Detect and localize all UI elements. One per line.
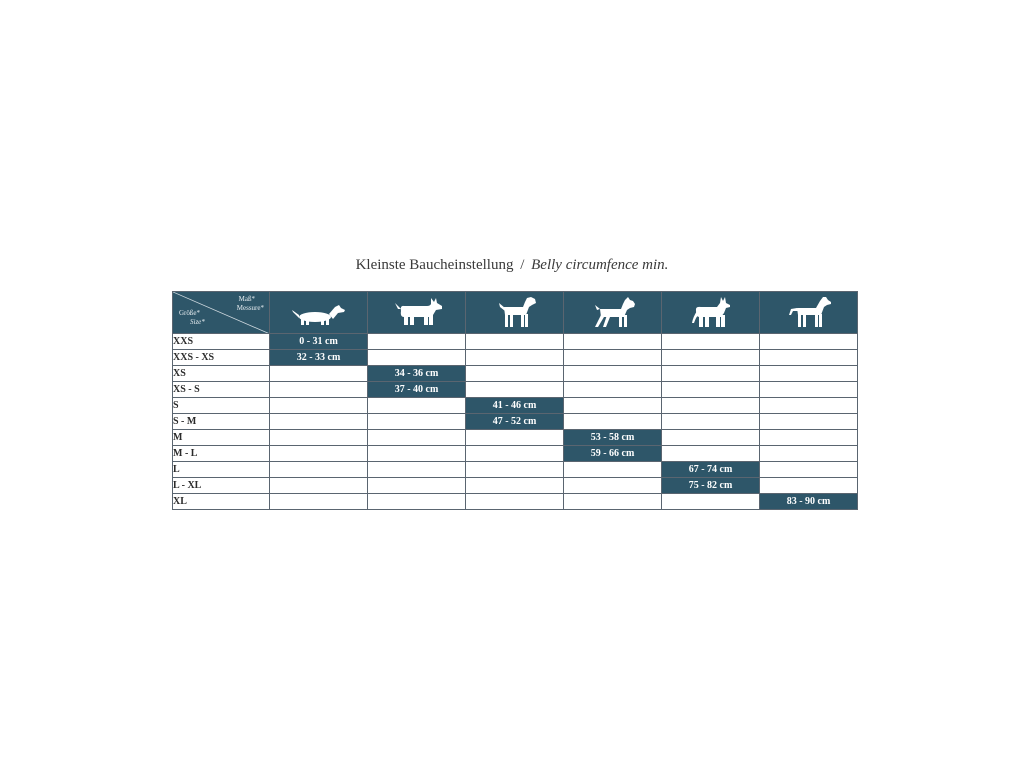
- measurement-cell: 59 - 66 cm: [564, 446, 662, 462]
- empty-cell: [662, 398, 760, 414]
- empty-cell: [270, 446, 368, 462]
- measure-label-en: Messure*: [236, 304, 264, 312]
- table-row: [173, 382, 858, 398]
- empty-cell: [564, 478, 662, 494]
- measurement-cell: 34 - 36 cm: [368, 366, 466, 382]
- table-row: [173, 462, 858, 478]
- empty-cell: [368, 334, 466, 350]
- empty-cell: [270, 462, 368, 478]
- empty-cell: [564, 398, 662, 414]
- header-row: [173, 292, 858, 334]
- table-row: [173, 398, 858, 414]
- empty-cell: [662, 350, 760, 366]
- empty-cell: [760, 382, 858, 398]
- empty-cell: [466, 366, 564, 382]
- size-label: M: [173, 430, 270, 446]
- empty-cell: [466, 446, 564, 462]
- dog-header-5: [760, 292, 858, 334]
- table-row: [173, 494, 858, 510]
- empty-cell: [466, 350, 564, 366]
- empty-cell: [760, 478, 858, 494]
- size-label: XXS - XS: [173, 350, 270, 366]
- empty-cell: [368, 414, 466, 430]
- empty-cell: [368, 494, 466, 510]
- size-label: S - M: [173, 414, 270, 430]
- empty-cell: [564, 494, 662, 510]
- size-label: XL: [173, 494, 270, 510]
- empty-cell: [564, 462, 662, 478]
- measurement-cell: 37 - 40 cm: [368, 382, 466, 398]
- empty-cell: [466, 430, 564, 446]
- empty-cell: [662, 334, 760, 350]
- empty-cell: [368, 446, 466, 462]
- empty-cell: [368, 398, 466, 414]
- dog-header-3: [564, 292, 662, 334]
- empty-cell: [466, 382, 564, 398]
- size-label: M - L: [173, 446, 270, 462]
- size-label-en: Size*: [190, 318, 205, 326]
- dog-header-2: [466, 292, 564, 334]
- size-label: XS - S: [173, 382, 270, 398]
- measurement-cell: 47 - 52 cm: [466, 414, 564, 430]
- empty-cell: [760, 414, 858, 430]
- corner-header: [173, 292, 270, 334]
- empty-cell: [466, 462, 564, 478]
- empty-cell: [368, 350, 466, 366]
- table-row: [173, 430, 858, 446]
- empty-cell: [466, 334, 564, 350]
- table-row: [173, 334, 858, 350]
- empty-cell: [564, 366, 662, 382]
- measurement-cell: 67 - 74 cm: [662, 462, 760, 478]
- table-row: [173, 414, 858, 430]
- measurement-cell: 75 - 82 cm: [662, 478, 760, 494]
- empty-cell: [760, 334, 858, 350]
- table-row: [173, 446, 858, 462]
- dog-header-4: [662, 292, 760, 334]
- empty-cell: [760, 462, 858, 478]
- empty-cell: [270, 478, 368, 494]
- empty-cell: [270, 382, 368, 398]
- empty-cell: [760, 430, 858, 446]
- empty-cell: [368, 462, 466, 478]
- measurement-cell: 83 - 90 cm: [760, 494, 858, 510]
- great-dane-icon: [779, 295, 839, 331]
- table-row: [173, 478, 858, 494]
- empty-cell: [270, 430, 368, 446]
- table-row: [173, 366, 858, 382]
- empty-cell: [662, 494, 760, 510]
- empty-cell: [760, 446, 858, 462]
- size-label-de: Größe*: [179, 309, 200, 317]
- empty-cell: [760, 398, 858, 414]
- size-label: S: [173, 398, 270, 414]
- empty-cell: [368, 430, 466, 446]
- table-row: [173, 350, 858, 366]
- empty-cell: [564, 334, 662, 350]
- empty-cell: [564, 414, 662, 430]
- size-label: XS: [173, 366, 270, 382]
- empty-cell: [662, 430, 760, 446]
- measurement-cell: 53 - 58 cm: [564, 430, 662, 446]
- empty-cell: [662, 446, 760, 462]
- empty-cell: [368, 478, 466, 494]
- dog-header-1: [368, 292, 466, 334]
- size-label: XXS: [173, 334, 270, 350]
- boxer-icon: [485, 295, 545, 331]
- measurement-cell: 32 - 33 cm: [270, 350, 368, 366]
- empty-cell: [662, 366, 760, 382]
- empty-cell: [662, 414, 760, 430]
- empty-cell: [466, 494, 564, 510]
- measurement-cell: 41 - 46 cm: [466, 398, 564, 414]
- empty-cell: [564, 382, 662, 398]
- empty-cell: [270, 494, 368, 510]
- size-label: L: [173, 462, 270, 478]
- dachshund-icon: [289, 295, 349, 331]
- empty-cell: [760, 366, 858, 382]
- table-body: [173, 334, 858, 510]
- title-en: Belly circumfence min.: [531, 257, 669, 273]
- empty-cell: [466, 478, 564, 494]
- chart-title: [0, 257, 1024, 274]
- empty-cell: [564, 350, 662, 366]
- schnauzer-icon: [583, 295, 643, 331]
- empty-cell: [270, 366, 368, 382]
- dog-header-0: [270, 292, 368, 334]
- measurement-cell: 0 - 31 cm: [270, 334, 368, 350]
- size-table: [172, 291, 858, 510]
- empty-cell: [270, 398, 368, 414]
- empty-cell: [662, 382, 760, 398]
- size-label: L - XL: [173, 478, 270, 494]
- empty-cell: [270, 414, 368, 430]
- shepherd-icon: [681, 295, 741, 331]
- title-separator: /: [520, 257, 525, 273]
- title-de: Kleinste Baucheinstellung: [355, 257, 514, 273]
- measure-label-de: Maß*: [238, 295, 255, 303]
- terrier-icon: [387, 295, 447, 331]
- empty-cell: [760, 350, 858, 366]
